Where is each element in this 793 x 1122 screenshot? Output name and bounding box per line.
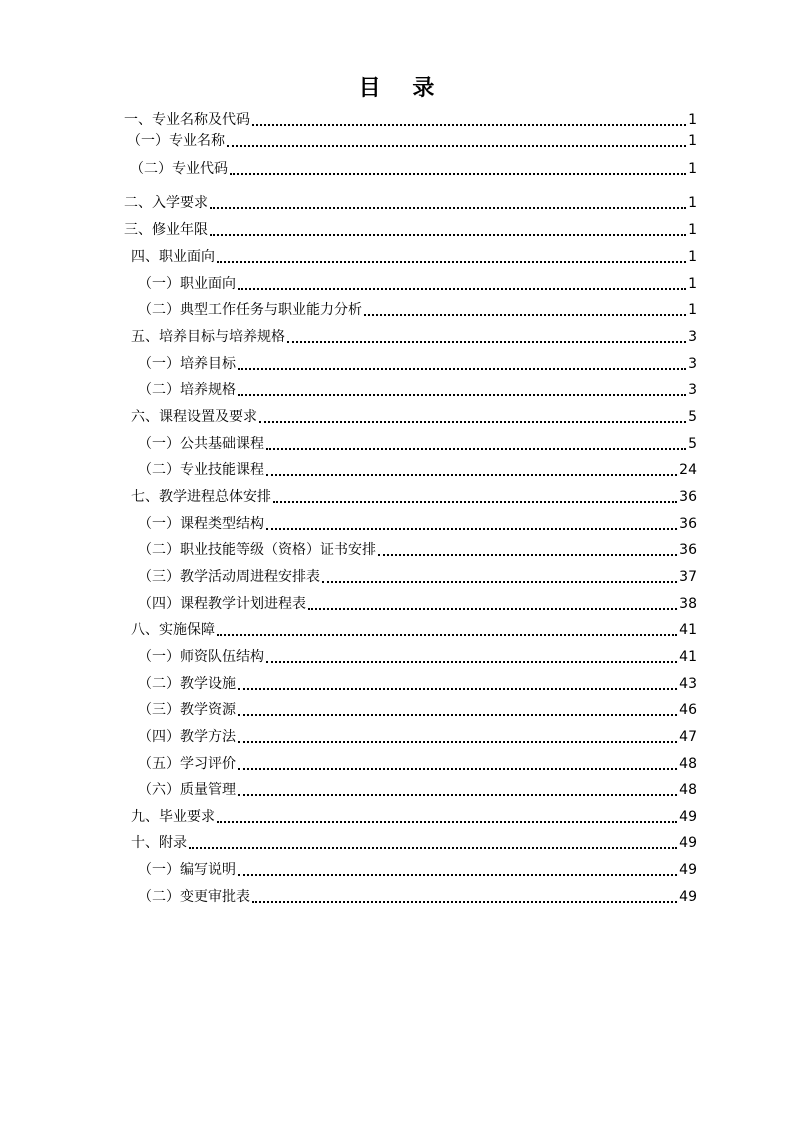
toc-entry-page: 3 bbox=[688, 329, 697, 345]
toc-entry[interactable] bbox=[131, 406, 697, 428]
toc-entry-label: 六、课程设置及要求 bbox=[131, 409, 257, 425]
dot-leader bbox=[266, 528, 677, 530]
toc-entry-page: 5 bbox=[688, 436, 697, 452]
toc-entry-page: 1 bbox=[688, 222, 697, 238]
toc-entry[interactable] bbox=[138, 646, 697, 668]
toc-entry[interactable] bbox=[138, 459, 697, 481]
dot-leader bbox=[238, 741, 677, 743]
dot-leader bbox=[238, 714, 677, 716]
toc-entry[interactable] bbox=[131, 486, 697, 508]
toc-entry[interactable] bbox=[138, 433, 697, 455]
dot-leader bbox=[227, 145, 686, 147]
toc-entry-page: 41 bbox=[679, 649, 697, 665]
toc-entry-page: 41 bbox=[679, 622, 697, 638]
toc-entry-label: （二）变更审批表 bbox=[138, 889, 250, 905]
toc-entry[interactable] bbox=[138, 699, 697, 721]
toc-entry-label: 八、实施保障 bbox=[131, 622, 215, 638]
toc-entry[interactable] bbox=[138, 539, 697, 561]
toc-entry-label: （二）教学设施 bbox=[138, 676, 236, 692]
toc-entry-label: （一）编写说明 bbox=[138, 862, 236, 878]
dot-leader bbox=[217, 821, 677, 823]
dot-leader bbox=[259, 421, 686, 423]
toc-entry-label: 二、入学要求 bbox=[124, 195, 208, 211]
toc-entry-page: 24 bbox=[679, 462, 697, 478]
toc-entry-page: 47 bbox=[679, 729, 697, 745]
toc-entry-label: （一）专业名称 bbox=[127, 133, 225, 149]
toc-entry-label: 四、职业面向 bbox=[131, 249, 215, 265]
dot-leader bbox=[364, 314, 686, 316]
toc-entry-page: 5 bbox=[688, 409, 697, 425]
toc-entry-label: （三）教学活动周进程安排表 bbox=[138, 569, 320, 585]
dot-leader bbox=[210, 207, 686, 209]
dot-leader bbox=[238, 394, 686, 396]
dot-leader bbox=[252, 124, 686, 126]
toc-entry-label: （四）课程教学计划进程表 bbox=[138, 596, 306, 612]
dot-leader bbox=[273, 501, 677, 503]
toc-entry-page: 48 bbox=[679, 756, 697, 772]
toc-entry-page: 1 bbox=[688, 112, 697, 128]
toc-entry[interactable] bbox=[138, 593, 697, 615]
dot-leader bbox=[238, 874, 677, 876]
toc-entry[interactable] bbox=[127, 130, 697, 152]
toc-entry[interactable] bbox=[138, 673, 697, 695]
dot-leader bbox=[217, 261, 686, 263]
dot-leader bbox=[210, 234, 686, 236]
toc-entry-label: （五）学习评价 bbox=[138, 756, 236, 772]
toc-entry-page: 1 bbox=[688, 276, 697, 292]
toc-entry-page: 37 bbox=[679, 569, 697, 585]
toc-entry-label: （三）教学资源 bbox=[138, 702, 236, 718]
dot-leader bbox=[238, 794, 677, 796]
dot-leader bbox=[266, 661, 677, 663]
toc-entry[interactable] bbox=[124, 109, 697, 131]
dot-leader bbox=[266, 474, 677, 476]
toc-entry[interactable] bbox=[131, 326, 697, 348]
page-title: 目 录 bbox=[358, 76, 447, 101]
toc-entry-page: 3 bbox=[688, 356, 697, 372]
toc-entry[interactable] bbox=[124, 192, 697, 214]
toc-entry[interactable] bbox=[138, 886, 697, 908]
toc-entry-page: 36 bbox=[679, 542, 697, 558]
dot-leader bbox=[238, 768, 677, 770]
toc-entry[interactable] bbox=[138, 273, 697, 295]
toc-entry[interactable] bbox=[138, 513, 697, 535]
toc-entry-label: （二）专业技能课程 bbox=[138, 462, 264, 478]
toc-entry-label: （一）师资队伍结构 bbox=[138, 649, 264, 665]
toc-entry[interactable] bbox=[131, 619, 697, 641]
dot-leader bbox=[230, 173, 686, 175]
dot-leader bbox=[238, 368, 686, 370]
toc-entry-page: 1 bbox=[688, 249, 697, 265]
toc-entry-label: （六）质量管理 bbox=[138, 782, 236, 798]
toc-entry-label: （一）公共基础课程 bbox=[138, 436, 264, 452]
dot-leader bbox=[266, 448, 686, 450]
toc-entry[interactable] bbox=[131, 246, 697, 268]
toc-entry-label: （二）培养规格 bbox=[138, 382, 236, 398]
toc-entry-label: （一）课程类型结构 bbox=[138, 516, 264, 532]
toc-entry-label: （二）职业技能等级（资格）证书安排 bbox=[138, 542, 376, 558]
dot-leader bbox=[308, 608, 677, 610]
dot-leader bbox=[322, 581, 677, 583]
toc-entry-label: （二）专业代码 bbox=[130, 161, 228, 177]
toc-entry-page: 1 bbox=[688, 302, 697, 318]
toc-entry-label: 一、专业名称及代码 bbox=[124, 112, 250, 128]
toc-entry-page: 49 bbox=[679, 889, 697, 905]
toc-entry-label: 七、教学进程总体安排 bbox=[131, 489, 271, 505]
dot-leader bbox=[238, 288, 686, 290]
toc-entry[interactable] bbox=[131, 832, 697, 854]
dot-leader bbox=[252, 901, 677, 903]
toc-entry[interactable] bbox=[124, 219, 697, 241]
toc-entry[interactable] bbox=[138, 566, 697, 588]
toc-entry-label: （一）职业面向 bbox=[138, 276, 236, 292]
toc-entry-page: 1 bbox=[688, 133, 697, 149]
toc-entry-page: 38 bbox=[679, 596, 697, 612]
toc-entry-label: 九、毕业要求 bbox=[131, 809, 215, 825]
toc-entry[interactable] bbox=[138, 299, 697, 321]
toc-entry[interactable] bbox=[138, 379, 697, 401]
toc-entry[interactable] bbox=[138, 353, 697, 375]
toc-entry[interactable] bbox=[130, 158, 697, 180]
toc-entry-label: 五、培养目标与培养规格 bbox=[131, 329, 285, 345]
toc-entry-page: 48 bbox=[679, 782, 697, 798]
dot-leader bbox=[189, 847, 677, 849]
toc-entry-page: 49 bbox=[679, 862, 697, 878]
toc-entry-page: 1 bbox=[688, 161, 697, 177]
dot-leader bbox=[238, 688, 677, 690]
toc-entry-label: 十、附录 bbox=[131, 835, 187, 851]
toc-entry-label: 三、修业年限 bbox=[124, 222, 208, 238]
toc-entry-page: 49 bbox=[679, 835, 697, 851]
toc-entry[interactable] bbox=[138, 779, 697, 801]
toc-entry-page: 43 bbox=[679, 676, 697, 692]
toc-entry-label: （四）教学方法 bbox=[138, 729, 236, 745]
dot-leader bbox=[378, 554, 677, 556]
dot-leader bbox=[217, 634, 677, 636]
toc-entry-label: （一）培养目标 bbox=[138, 356, 236, 372]
toc-entry[interactable] bbox=[131, 806, 697, 828]
dot-leader bbox=[287, 341, 686, 343]
toc-entry-page: 46 bbox=[679, 702, 697, 718]
toc-entry-label: （二）典型工作任务与职业能力分析 bbox=[138, 302, 362, 318]
toc-entry[interactable] bbox=[138, 753, 697, 775]
toc-entry-page: 36 bbox=[679, 489, 697, 505]
toc-entry-page: 49 bbox=[679, 809, 697, 825]
toc-entry-page: 3 bbox=[688, 382, 697, 398]
toc-entry-page: 1 bbox=[688, 195, 697, 211]
toc-entry[interactable] bbox=[138, 726, 697, 748]
toc-entry-page: 36 bbox=[679, 516, 697, 532]
toc-entry[interactable] bbox=[138, 859, 697, 881]
